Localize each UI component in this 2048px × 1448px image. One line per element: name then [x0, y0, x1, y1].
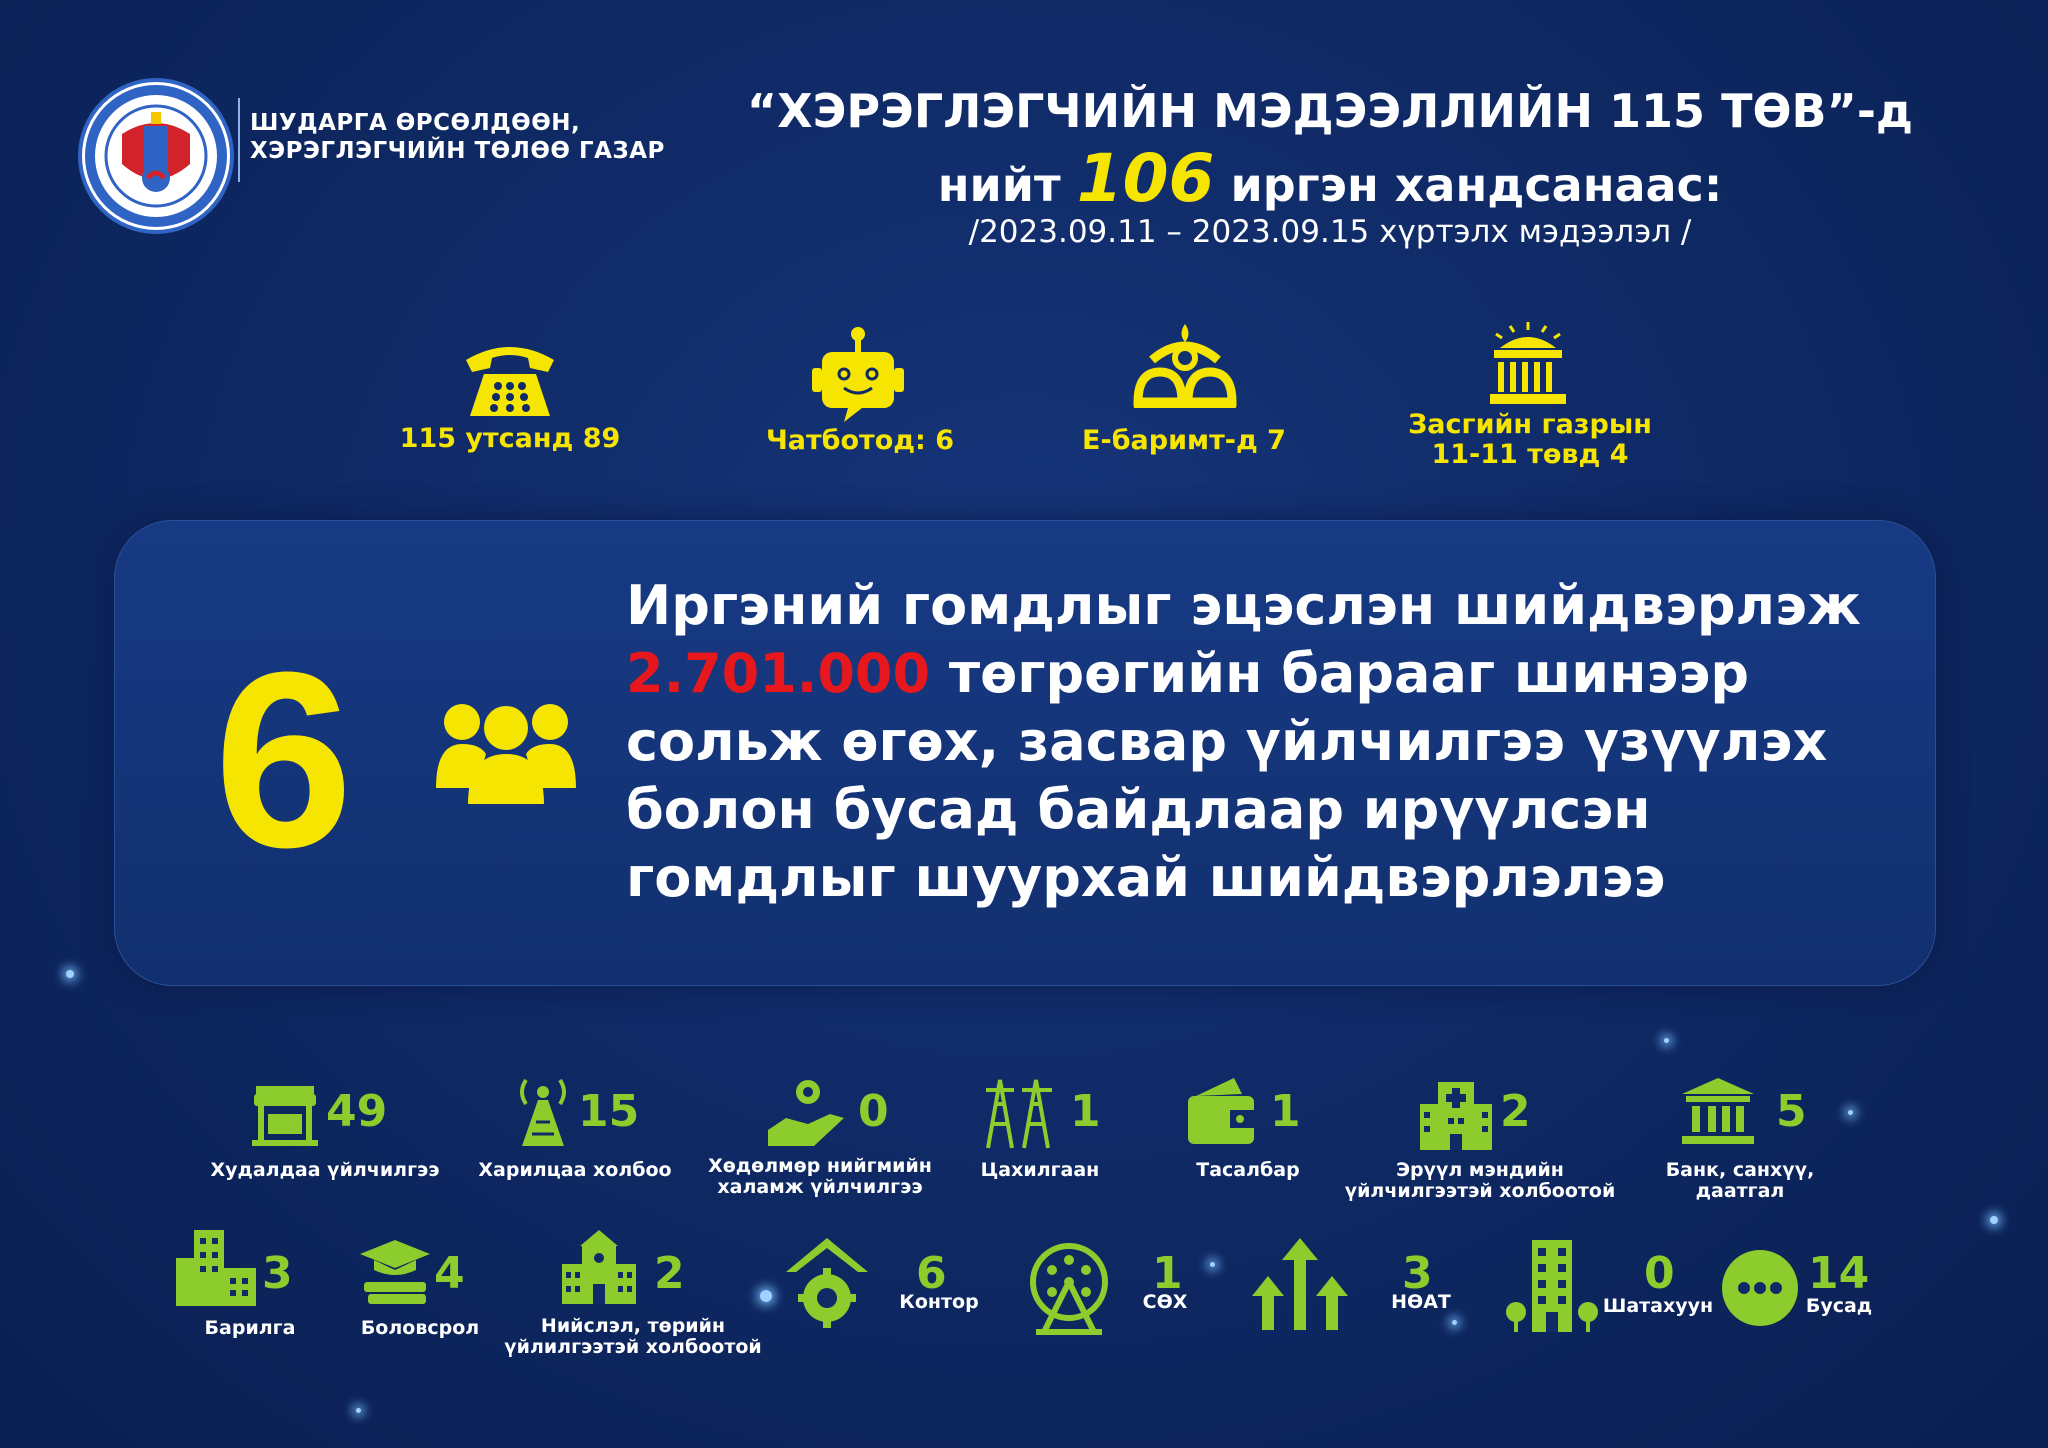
category-bank-label	[1640, 1160, 1840, 1202]
category-welfare-value: 0	[858, 1086, 889, 1137]
category-retail-value: 49	[326, 1086, 388, 1137]
power-line-icon	[982, 1074, 1056, 1154]
header-prefix: нийт	[937, 158, 1061, 212]
category-education-label: Боловсрол	[360, 1317, 480, 1339]
category-retail-label: Худалдаа үйлчилгээ	[210, 1159, 440, 1181]
glow-dot	[356, 1408, 361, 1413]
category-health-value: 2	[1500, 1086, 1531, 1137]
hand-gear-icon	[768, 1074, 848, 1154]
category-capital-label	[500, 1316, 766, 1358]
arrows-up-icon	[1250, 1238, 1350, 1338]
people-group-icon	[436, 692, 576, 808]
category-telecom-value: 15	[578, 1086, 640, 1137]
category-health-label-line1: Эрүүл мэндийн	[1396, 1159, 1564, 1181]
org-logo	[78, 78, 234, 234]
category-office-label: Контор	[899, 1291, 979, 1313]
more-dots-icon	[1722, 1250, 1798, 1330]
highlight-line1: Иргэний гомдлыг эцэслэн шийдвэрлэж	[626, 574, 1861, 637]
category-other-label: Бусад	[1805, 1295, 1873, 1317]
header-suffix: иргэн хандсанаас:	[1230, 158, 1723, 212]
highlight-line4: болон бусад байдлаар ирүүлсэн	[626, 778, 1651, 841]
highlight-line2	[626, 640, 1926, 708]
total-count: 106	[1076, 140, 1215, 217]
resolved-amount: 2.701.000	[626, 642, 931, 705]
tall-building-icon	[1504, 1238, 1600, 1338]
highlight-line5: гомдлыг шуурхай шийдвэрлэлээ	[626, 846, 1666, 909]
radio-tower-icon	[512, 1076, 574, 1152]
header-subtitle	[700, 140, 1960, 217]
bank-icon	[1682, 1078, 1754, 1148]
resolved-count: 6	[214, 620, 354, 899]
category-fuel-value: 0	[1644, 1248, 1675, 1299]
category-welfare-label-line2: халамж үйлчилгээ	[717, 1176, 923, 1198]
category-health-label	[1330, 1160, 1630, 1202]
glow-dot	[760, 1290, 772, 1302]
glow-dot	[1848, 1110, 1853, 1115]
glow-dot	[1664, 1038, 1669, 1043]
government-building-icon	[1486, 322, 1570, 410]
category-capital-label-line2: үйлилгээтэй холбоотой	[504, 1336, 762, 1358]
header-title: “ХЭРЭГЛЭГЧИЙН МЭДЭЭЛЛИЙН 115 ТӨВ”-д	[746, 84, 1914, 138]
category-soh-label: СӨХ	[1142, 1291, 1188, 1313]
category-education-value: 4	[434, 1248, 465, 1299]
category-bank-label-line2: даатгал	[1695, 1180, 1785, 1202]
category-bank-label-line1: Банк, санхүү,	[1665, 1159, 1815, 1181]
channel-ebarimt-label: Е-баримт-д 7	[1082, 425, 1286, 456]
highlight-line2-rest: төгрөгийн барааг шинээр	[930, 642, 1750, 705]
category-bank-value: 5	[1776, 1086, 1807, 1137]
logo-divider	[238, 98, 240, 182]
channel-government-label	[1390, 410, 1670, 470]
category-office-value: 6	[916, 1248, 947, 1299]
telephone-icon	[462, 340, 558, 424]
wallet-icon	[1186, 1076, 1262, 1152]
highlight-line3: сольж өгөх, засвар үйлчилгээ үзүүлэх	[626, 710, 1828, 773]
school-building-icon	[562, 1230, 636, 1310]
hospital-icon	[1420, 1078, 1492, 1154]
category-electricity-label: Цахилгаан	[980, 1159, 1100, 1181]
graduation-books-icon	[360, 1240, 430, 1312]
category-telecom-label: Харилцаа холбоо	[478, 1159, 672, 1181]
category-construction-value: 3	[262, 1248, 293, 1299]
category-welfare-label	[700, 1156, 940, 1198]
channel-phone-label: 115 утсанд 89	[399, 423, 621, 454]
category-fuel-label: Шатахуун	[1602, 1295, 1714, 1317]
org-name-line1: ШУДАРГА ӨРСӨЛДӨӨН,	[250, 110, 581, 136]
category-soh-value: 1	[1152, 1248, 1183, 1299]
market-stall-icon	[252, 1082, 318, 1152]
channel-chatbot-label: Чатботод: 6	[765, 425, 955, 456]
glow-dot	[1452, 1320, 1457, 1325]
glow-dot	[66, 970, 74, 978]
category-electricity-value: 1	[1070, 1086, 1101, 1137]
chatbot-icon	[808, 326, 908, 430]
ferris-wheel-icon	[1022, 1240, 1116, 1340]
category-welfare-label-line1: Хөдөлмөр нийгмийн	[708, 1155, 932, 1177]
category-other-value: 14	[1808, 1248, 1870, 1299]
period-text: /2023.09.11 – 2023.09.15 хүртэлх мэдээлэл /	[968, 214, 1692, 250]
category-health-label-line2: үйлчилгээтэй холбоотой	[1344, 1180, 1616, 1202]
e-barimt-icon	[1130, 322, 1240, 416]
org-name-line2: ХЭРЭГЛЭГЧИЙН ТӨЛӨӨ ГАЗАР	[250, 138, 665, 164]
category-ticket-label: Тасалбар	[1196, 1159, 1300, 1181]
category-capital-value: 2	[654, 1248, 685, 1299]
category-ticket-value: 1	[1270, 1086, 1301, 1137]
channel-government-label-line2: 11-11 төвд 4	[1431, 439, 1629, 470]
highlight-text	[626, 572, 1926, 912]
glow-dot	[1210, 1262, 1215, 1267]
house-gear-icon	[786, 1238, 868, 1338]
glow-dot	[1990, 1216, 1998, 1224]
channel-government-label-line1: Засгийн газрын	[1408, 409, 1652, 440]
category-vat-label: НӨАТ	[1391, 1291, 1451, 1313]
category-construction-label: Барилга	[204, 1317, 296, 1339]
buildings-icon	[172, 1228, 258, 1312]
category-vat-value: 3	[1402, 1248, 1433, 1299]
category-capital-label-line1: Нийслэл, төрийн	[540, 1315, 726, 1337]
